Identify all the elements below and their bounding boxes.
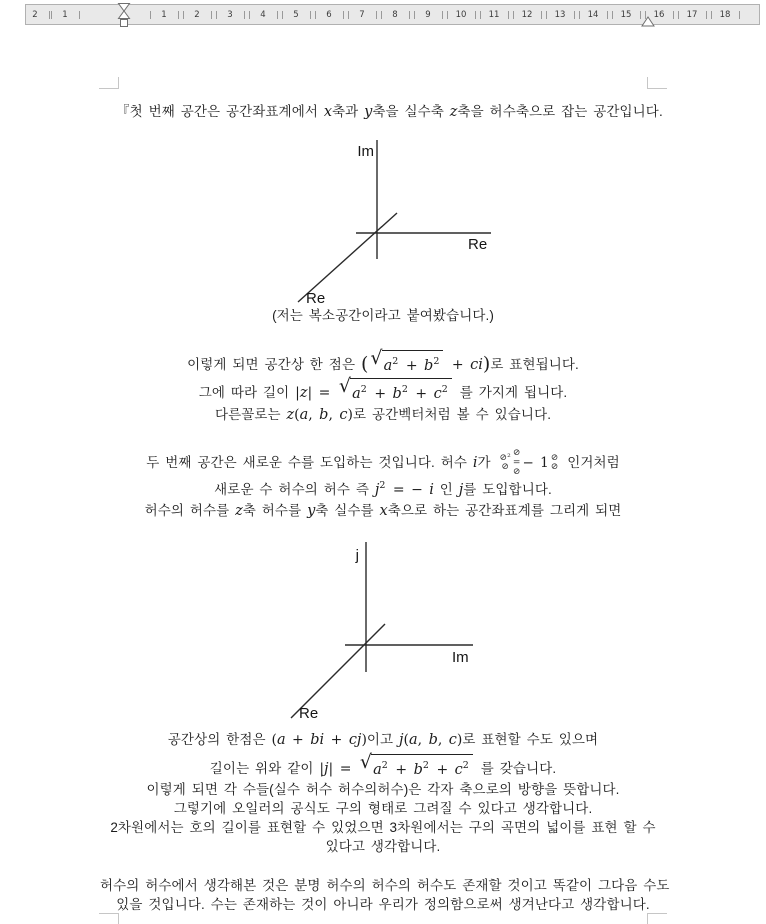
ruler-number: 11 [488, 9, 500, 20]
ruler-tick [277, 11, 278, 19]
ruler-tick [579, 11, 580, 19]
math-run: j [458, 482, 464, 498]
math-run: + [399, 358, 425, 374]
doc-line-caption[interactable] [100, 306, 666, 326]
ruler-tick [706, 11, 707, 19]
text-run: 축을 실수축 [372, 104, 450, 119]
ruler-tick [249, 11, 250, 19]
doc-line-euler[interactable] [100, 799, 666, 818]
math-run: , [308, 407, 320, 423]
text-run: 있을 것입니다. 수는 존재하는 것이 아니라 우리가 정의함으로써 생겨난다고 생각합니다. [116, 897, 650, 912]
math-run: y [307, 503, 316, 519]
math-run: ( [271, 732, 277, 748]
math-run: + [445, 357, 471, 374]
ruler-tick [612, 11, 613, 19]
radical-sign: √ [359, 751, 373, 773]
ruler-tick [150, 11, 151, 19]
doc-line-point-formula-2[interactable] [100, 727, 666, 753]
ruler-number: 14 [587, 9, 599, 20]
ruler-number: 1 [62, 9, 68, 20]
math-run: cj [348, 732, 362, 748]
math-run: c [339, 407, 348, 423]
margin-corner-mark [647, 913, 667, 924]
math-run: 2 [401, 384, 408, 395]
math-run: + [285, 732, 311, 748]
math-run: c [433, 386, 442, 402]
ruler-tick [381, 11, 382, 19]
doc-line-conclusion-cont[interactable] [100, 895, 666, 914]
ruler-number: 2 [32, 9, 38, 20]
math-run: b [424, 358, 434, 374]
ruler-tick [49, 11, 50, 19]
ruler-tick [79, 11, 80, 19]
ruler-number: 13 [554, 9, 566, 20]
text-run: 를 갖습니다. [474, 761, 557, 777]
math-run: 2 [433, 356, 440, 367]
diagonal-axis [298, 213, 397, 302]
doc-line-axes-mapping[interactable] [100, 501, 666, 521]
math-run: ci [470, 357, 483, 374]
axes-diagram-complex-space[interactable] [250, 136, 510, 311]
broken-eq-glyph: ⊘ [512, 448, 521, 459]
ruler-tick [244, 11, 245, 19]
math-run: 2 [360, 384, 367, 395]
axis-label-re: Re [299, 705, 319, 722]
math-run: i [429, 482, 434, 498]
ruler-number: 9 [425, 9, 431, 20]
text-run: 허수의 허수에서 생각해본 것은 분명 허수의 허수의 허수도 존재할 것이고 똑같이 그다음 수도 [100, 878, 670, 893]
math-run: b [413, 762, 423, 778]
math-run: + [367, 386, 393, 402]
math-run: ( [403, 732, 410, 748]
ruler-number: 8 [392, 9, 398, 20]
ruler-tick [678, 11, 679, 19]
math-run: 2 [462, 760, 469, 771]
ruler-tick [508, 11, 509, 19]
ruler-number: 12 [521, 9, 533, 20]
ruler-tick [513, 11, 514, 19]
text-run: 축 실수를 [315, 503, 380, 518]
ruler-tick [607, 11, 608, 19]
doc-line-second-space[interactable] [100, 449, 666, 478]
math-run: a [299, 407, 309, 423]
ruler-number: 7 [359, 9, 365, 20]
ruler-number: 17 [686, 9, 698, 20]
text-run: 를 가지게 됩니다. [453, 385, 568, 401]
text-run: 공간상의 한점은 [167, 732, 272, 747]
ruler-tick [711, 11, 712, 19]
text-run: 『첫 번째 공간은 공간좌표계에서 [116, 104, 324, 119]
math-run: , [437, 732, 449, 748]
math-run: ) [361, 732, 367, 748]
ruler-number: 1 [161, 9, 167, 20]
math-run: b [392, 386, 402, 402]
right-indent-icon[interactable] [642, 17, 654, 26]
margin-corner-mark [99, 77, 119, 89]
broken-eq-glyph: ⊘ [550, 462, 559, 473]
math-run: ) [347, 407, 353, 423]
ruler-tick [541, 11, 542, 19]
math-run: z [286, 407, 295, 423]
text-run: 로 공간벡터처럼 볼 수 있습니다. [352, 407, 552, 422]
doc-line-intro[interactable] [100, 102, 666, 122]
ruler-tick [546, 11, 547, 19]
math-run: bi [310, 732, 325, 748]
axis-label-im: Im [452, 649, 469, 666]
ruler-number: 10 [455, 9, 467, 20]
text-run: 그렇기에 오일러의 공식도 구의 형태로 그려질 수 있다고 생각합니다. [173, 801, 593, 816]
ruler-tick [376, 11, 377, 19]
ruler-tick [574, 11, 575, 19]
math-run: x [379, 503, 388, 519]
text-run: 두 번째 공간은 새로운 수를 도입하는 것입니다. 허수 [146, 455, 473, 470]
ruler-tick [348, 11, 349, 19]
math-run: a [409, 732, 418, 748]
text-run: 이고 [366, 732, 400, 747]
axis-label-im: Im [357, 143, 374, 160]
text-run: 축과 [332, 104, 365, 119]
text-run: 를 도입합니다. [463, 482, 552, 497]
text-run: 2차원에서는 호의 길이를 표현할 수 있었으면 3차원에서는 구의 곡면의 넓이를 표현 할 수 [110, 820, 656, 835]
math-run: z [449, 104, 458, 120]
math-run: j [399, 732, 404, 748]
text-run: 가 [477, 455, 497, 470]
math-run: a [276, 732, 286, 748]
margin-corner-mark [99, 913, 119, 924]
math-run: ( [294, 407, 300, 423]
ruler-number: 3 [227, 9, 233, 20]
math-run: − 1 [522, 455, 549, 472]
radical-sign: √ [370, 347, 383, 369]
radical-sign: √ [338, 375, 352, 397]
left-margin-icon[interactable] [121, 20, 128, 27]
math-run: | [319, 761, 325, 778]
math-run: z [235, 503, 243, 519]
ruler-number: 4 [260, 9, 266, 20]
text-run: 다른꼴로는 [214, 407, 287, 422]
ruler-tick [475, 11, 476, 19]
broken-eq-glyph: ⊘² [499, 453, 511, 463]
math-run: c [448, 732, 457, 748]
math-run: ) [482, 353, 491, 376]
ruler-tick [480, 11, 481, 19]
ruler-tick [315, 11, 316, 19]
math-run: | = [307, 385, 337, 402]
math-run: , [328, 407, 340, 423]
broken-eq-stack [551, 454, 559, 473]
math-run: j [374, 482, 380, 498]
math-run: z [299, 385, 308, 402]
ruler-number: 15 [620, 9, 632, 20]
math-run: 2 [441, 384, 448, 395]
math-run: + [408, 386, 434, 402]
doc-line-directions[interactable] [100, 780, 666, 799]
ruler-tick [673, 11, 674, 19]
ruler-tick [739, 11, 740, 19]
ruler-tick [343, 11, 344, 19]
text-run: 로 표현됩니다. [490, 357, 579, 373]
ruler-tick [442, 11, 443, 19]
text-run: 이렇게 되면 공간상 한 점은 [187, 357, 361, 373]
hanging-indent-icon[interactable] [119, 11, 130, 19]
doc-line-vector-form[interactable] [100, 404, 666, 426]
math-run: , [417, 732, 429, 748]
ruler-number: 18 [719, 9, 731, 20]
ruler-tick [178, 11, 179, 19]
first-line-indent-icon[interactable] [119, 4, 130, 12]
math-run: x [323, 104, 333, 120]
text-run: 축 허수를 [242, 503, 308, 518]
ruler-tick [183, 11, 184, 19]
text-run: (저는 복소공간이라고 붙여봤습니다.) [272, 308, 494, 323]
math-run: | [295, 385, 300, 402]
math-run: b [319, 407, 329, 423]
ruler-tick [447, 11, 448, 19]
ruler-tick [310, 11, 311, 19]
doc-line-sphere-surface[interactable] [100, 818, 666, 837]
text-run: 축으로 하는 공간좌표계를 그리게 되면 [387, 503, 622, 518]
ruler-number: 16 [653, 9, 665, 20]
broken-eq-glyph: ⊘ [550, 453, 559, 463]
axis-label-j: j [355, 547, 359, 564]
broken-equation [498, 449, 559, 477]
math-run: ( [360, 353, 369, 376]
ruler-number: 6 [326, 9, 332, 20]
math-run: + [430, 762, 455, 778]
left-indent-marker[interactable] [117, 2, 133, 28]
math-run: = − [386, 482, 430, 498]
math-run: ) [456, 732, 463, 748]
ruler-number: 2 [194, 9, 200, 20]
text-run: 이렇게 되면 각 수들(실수 허수 허수의허수)은 각자 축으로의 방향을 뜻합니다. [146, 782, 620, 797]
math-run: c [454, 762, 463, 778]
math-run: + [388, 762, 414, 778]
math-run: 2 [422, 760, 430, 771]
text-run: 있다고 생각합니다. [325, 839, 441, 854]
axes-diagram-j-space[interactable] [255, 538, 510, 724]
math-run: | = [328, 761, 358, 778]
text-run: 그에 따라 길이 [198, 385, 296, 401]
ruler-tick [216, 11, 217, 19]
ruler-tick [51, 11, 52, 19]
broken-eq-glyph: = [512, 457, 521, 468]
math-run: b [428, 732, 438, 748]
math-run: 2 [392, 356, 399, 367]
math-run: y [364, 104, 373, 120]
diagonal-axis [291, 624, 385, 718]
math-run: i [472, 455, 478, 471]
text-run: 새로운 수 허수의 허수 즉 [214, 482, 375, 497]
axis-label-re-diagonal: Re [306, 290, 326, 307]
axis-label-re-right: Re [468, 236, 488, 253]
math-run: j [324, 761, 329, 778]
math-run: a [352, 386, 361, 402]
ruler-tick [282, 11, 283, 19]
ruler-number: 5 [293, 9, 299, 20]
broken-eq-glyph: ⊘ [501, 462, 509, 473]
math-run: + [324, 732, 349, 748]
doc-line-j-definition[interactable] [100, 477, 666, 504]
broken-eq-glyph: ⊘ [512, 467, 521, 478]
text-run: 축을 허수축으로 잡는 공간입니다. [457, 104, 663, 119]
text-run: 로 표현할 수도 있으며 [462, 732, 599, 747]
math-run: a [373, 762, 382, 778]
text-run: 인거처럼 [561, 455, 620, 470]
text-run: 인 [433, 482, 459, 497]
broken-eq-stack [499, 454, 510, 473]
math-run: a [383, 358, 393, 374]
math-run: 2 [379, 480, 386, 491]
text-run: 허수의 허수를 [144, 503, 236, 518]
broken-eq-stack [513, 449, 521, 477]
doc-line-sphere-surface-cont[interactable] [100, 837, 666, 856]
math-run: 2 [381, 760, 388, 771]
ruler-tick [211, 11, 212, 19]
ruler-tick [409, 11, 410, 19]
right-indent-marker[interactable] [641, 15, 655, 28]
margin-corner-mark [647, 77, 667, 89]
doc-line-conclusion[interactable] [100, 876, 670, 895]
text-run: 길이는 위와 같이 [209, 761, 320, 777]
ruler-tick [414, 11, 415, 19]
